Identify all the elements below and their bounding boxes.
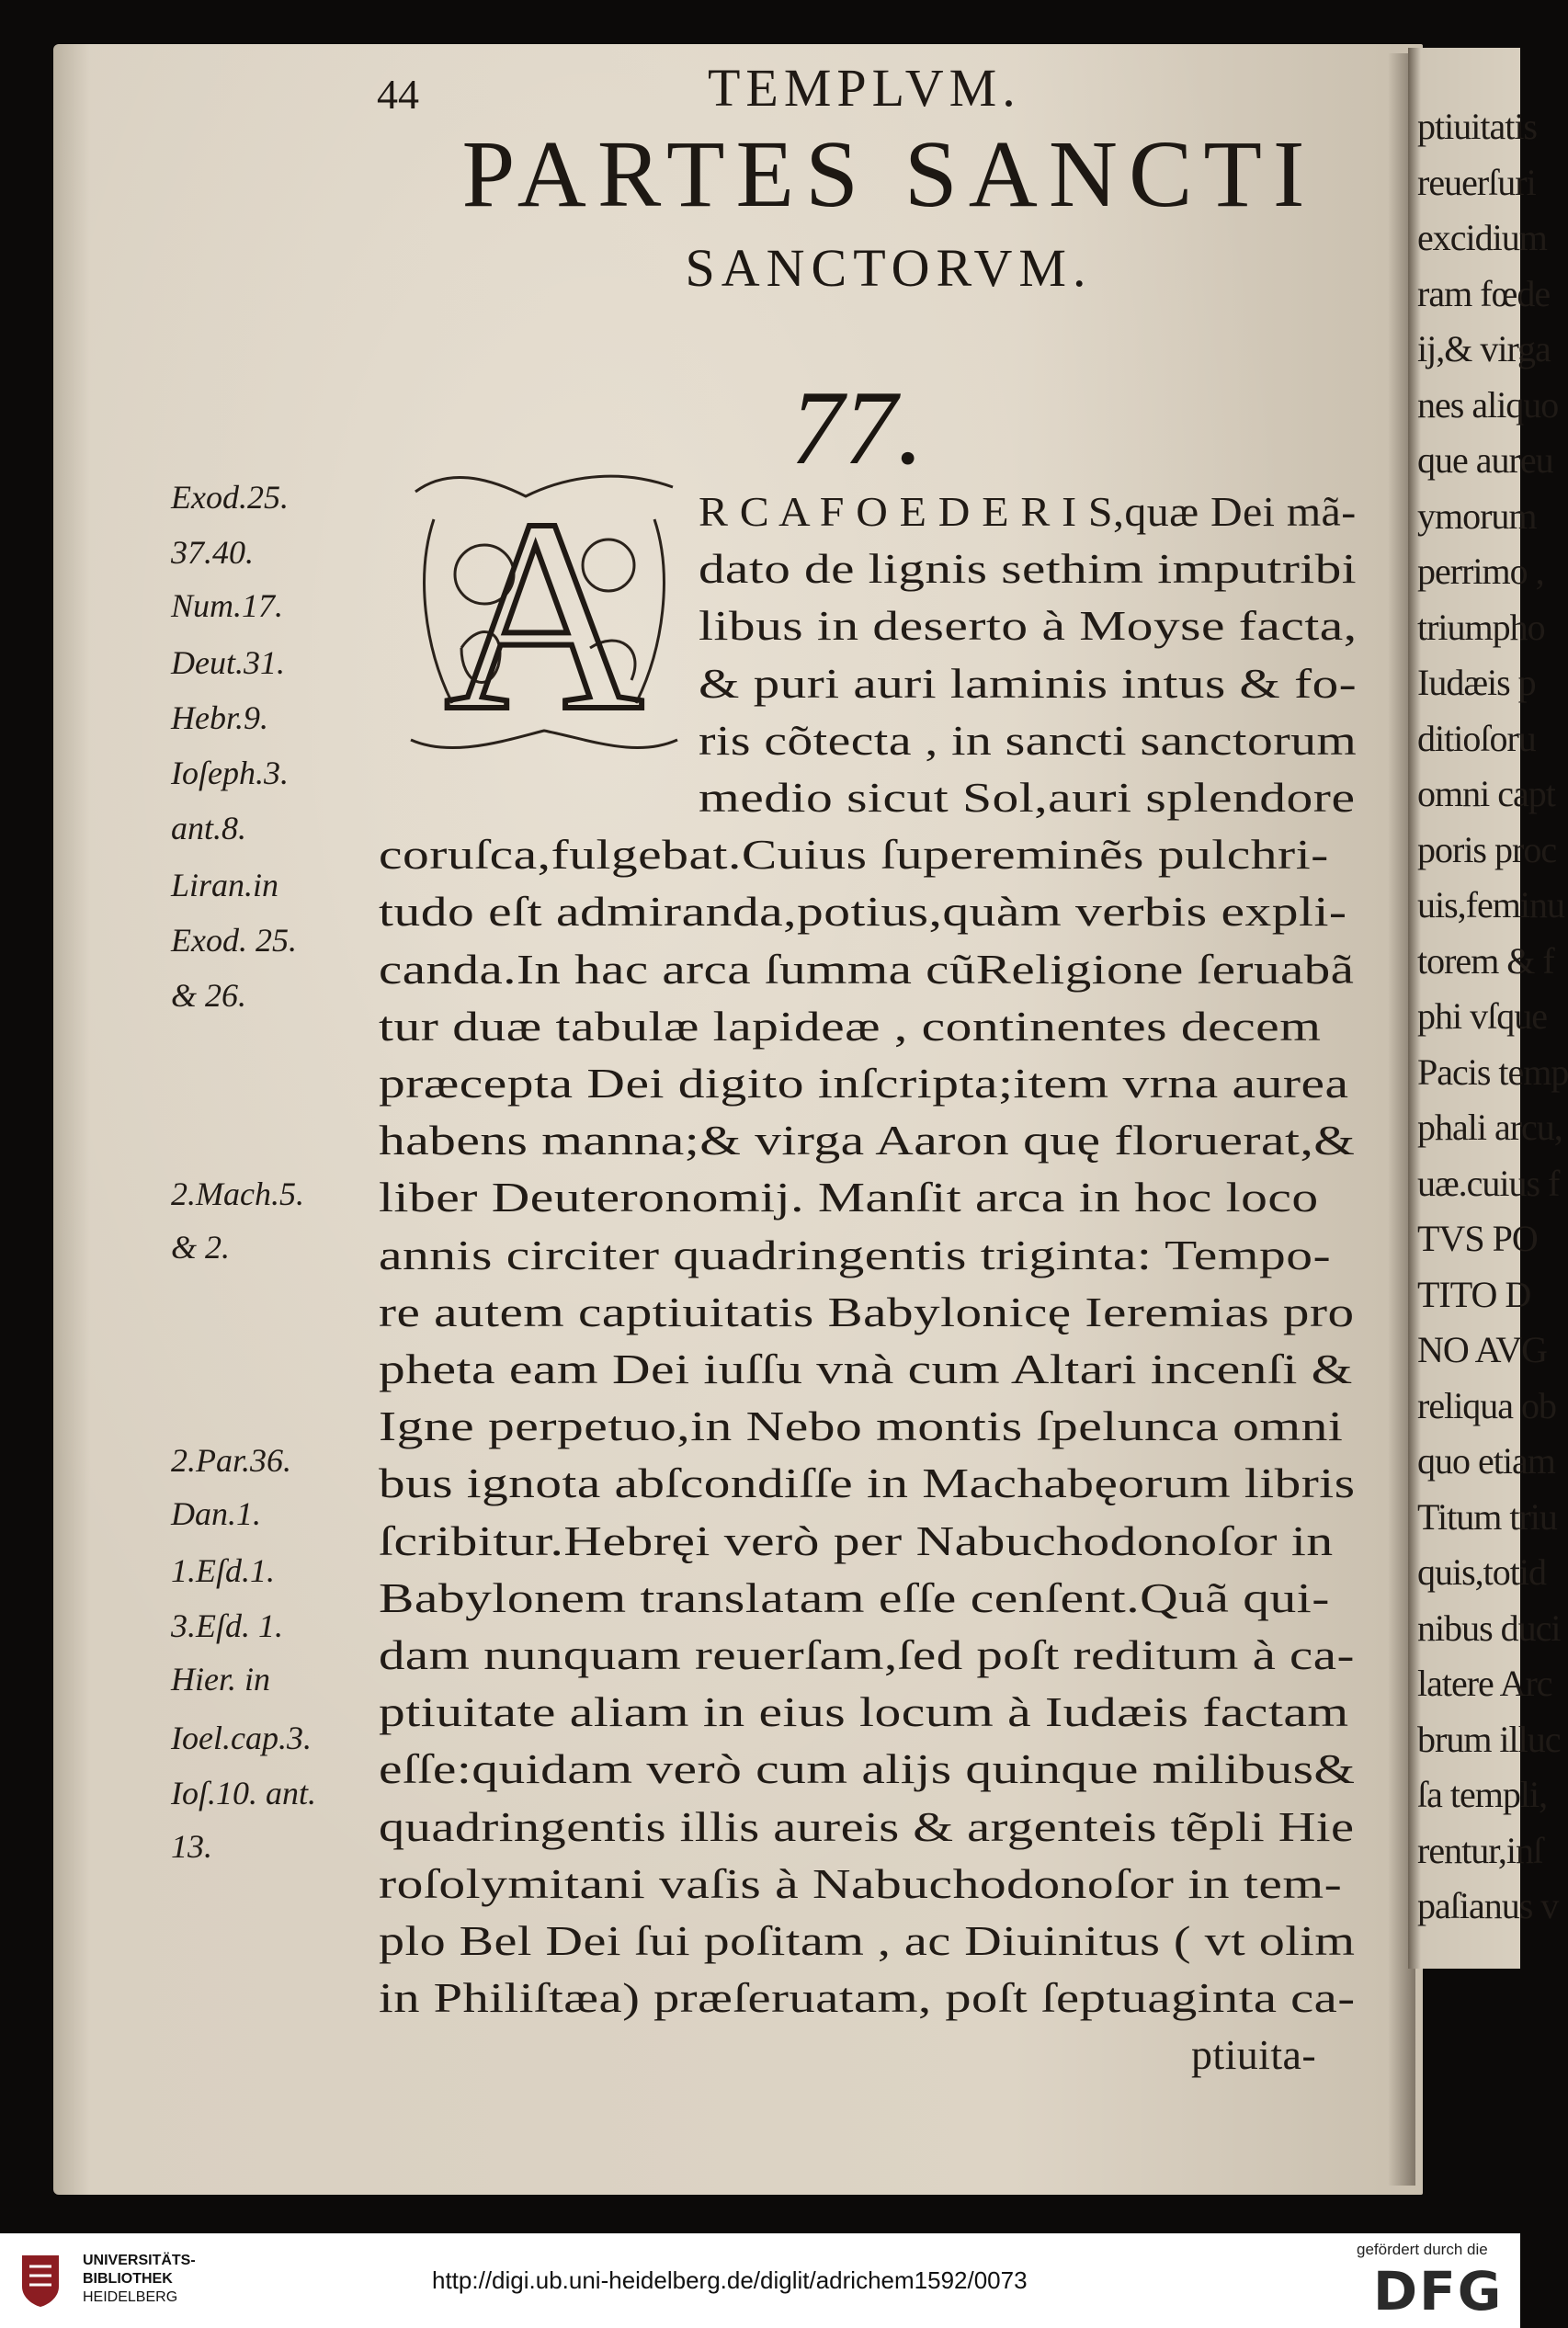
initial-letter: A bbox=[444, 462, 644, 767]
body-line: ris cõtecta , in sancti sanctorum bbox=[699, 716, 1358, 764]
dfg-logo: DFG bbox=[1373, 2260, 1504, 2322]
adjoining-page-line: phi vſque bbox=[1417, 995, 1547, 1037]
body-line: ptiuita- bbox=[1191, 2031, 1317, 2079]
adjoining-page-line: NO AVG bbox=[1417, 1329, 1548, 1370]
margin-note: 13. bbox=[171, 1828, 212, 1865]
margin-note: 2.Mach.5. bbox=[171, 1175, 304, 1212]
body-line: & puri auri laminis intus & fo- bbox=[699, 659, 1358, 707]
adjoining-page-line: paſianus v bbox=[1417, 1885, 1559, 1926]
body-line: Babylonem translatam eſſe cenſent.Quã qui- bbox=[379, 1573, 1330, 1621]
adjoining-page-line: que aureu bbox=[1417, 439, 1553, 481]
adjoining-page-line: Titum triu bbox=[1417, 1495, 1557, 1538]
margin-note: Liran.in bbox=[171, 867, 279, 903]
footer bbox=[0, 2233, 1520, 2328]
margin-note: 3.Eſd. 1. bbox=[171, 1607, 283, 1644]
body-line: ſcribitur.Hebręi verò per Nabuchodonoſor in bbox=[379, 1516, 1334, 1564]
adjoining-page-line: omni capt bbox=[1417, 773, 1555, 814]
adjoining-page-line: phali arcu, bbox=[1417, 1107, 1562, 1148]
body-line: habens manna;& virga Aaron quę floruerat,& bbox=[379, 1117, 1356, 1164]
margin-note: Deut.31. bbox=[171, 644, 285, 681]
body-line: ptiuitate aliam in eius locum à Iudæis factam bbox=[379, 1688, 1349, 1736]
margin-note: Exod. 25. bbox=[171, 922, 297, 959]
page-subtitle: SANCTORVM. bbox=[685, 238, 1093, 298]
margin-note: Ioſeph.3. bbox=[171, 755, 289, 791]
margin-note: Hier. in bbox=[171, 1661, 270, 1698]
adjoining-page-line: rentur,inſ bbox=[1417, 1829, 1543, 1871]
body-line: tur duæ tabulæ lapideæ , continentes decem bbox=[379, 1002, 1322, 1050]
body-line: bus ignota abſcondiſſe in Machabęorum libris bbox=[379, 1459, 1356, 1507]
margin-note: 1.Eſd.1. bbox=[171, 1552, 275, 1589]
margin-note: Ioel.cap.3. bbox=[171, 1720, 312, 1756]
body-line: annis circiter quadringentis triginta: Tempo- bbox=[379, 1231, 1332, 1278]
body-line: in Philiſtæa) præſeruatam, poſt ſeptuaginta ca- bbox=[379, 1974, 1356, 2022]
adjoining-page-line: reuerſuri bbox=[1417, 161, 1536, 203]
body-line: medio sicut Sol,auri splendore bbox=[699, 774, 1356, 821]
body-line: R C A F O E D E R I S,quæ Dei mã- bbox=[699, 488, 1357, 535]
margin-note: Ioſ.10. ant. bbox=[171, 1775, 316, 1811]
adjoining-page-line: perrimo , bbox=[1417, 551, 1544, 592]
margin-note: & 26. bbox=[171, 977, 247, 1014]
adjoining-page-line: ditioſoru bbox=[1417, 717, 1536, 759]
adjoining-page-line: ij,& virga bbox=[1417, 328, 1551, 369]
adjoining-page-line: ymorum bbox=[1417, 494, 1537, 537]
body-line: dam nunquam reuerſam,ſed poſt reditum à ca- bbox=[379, 1631, 1355, 1678]
adjoining-page-line: poris proc bbox=[1417, 828, 1557, 870]
adjoining-page-line: TITO D bbox=[1417, 1273, 1531, 1315]
section-number: 77. bbox=[790, 369, 924, 487]
adjoining-page-line: uis,feminu bbox=[1417, 884, 1564, 926]
margin-note: ant.8. bbox=[171, 810, 247, 846]
library-name: UNIVERSITÄTS- BIBLIOTHEK HEIDELBERG bbox=[83, 2253, 196, 2305]
adjoining-page-line: ram fœde bbox=[1417, 272, 1551, 314]
body-line: roſolymitani vaſis à Nabuchodonoſor in tem- bbox=[379, 1859, 1343, 1907]
adjoining-page-line: quo etiam bbox=[1417, 1440, 1555, 1482]
margin-note: & 2. bbox=[171, 1229, 231, 1266]
margin-note: Exod.25. bbox=[171, 479, 289, 516]
adjoining-page-line: triumpho bbox=[1417, 606, 1545, 648]
margin-note: Num.17. bbox=[171, 587, 284, 624]
adjoining-page-line: TVS PO bbox=[1417, 1218, 1538, 1259]
adjoining-page-line: torem & f bbox=[1417, 939, 1554, 982]
body-line: quadringentis illis aureis & argenteis tẽpli Hie bbox=[379, 1802, 1355, 1850]
page-title: PARTES SANCTI bbox=[461, 121, 1316, 227]
funding-label: gefördert durch die bbox=[1357, 2241, 1488, 2258]
adjoining-page-line: quis,totid bbox=[1417, 1551, 1547, 1593]
decorated-initial-a bbox=[397, 464, 691, 767]
running-head: TEMPLVM. bbox=[708, 58, 1021, 118]
margin-note: Dan.1. bbox=[171, 1495, 261, 1532]
adjoining-page-line: brum illuc bbox=[1417, 1718, 1561, 1760]
body-line: Igne perpetuo,in Nebo montis ſpelunca omni bbox=[379, 1402, 1344, 1450]
body-line: tudo eſt admiranda,potius,quàm verbis expli- bbox=[379, 888, 1347, 936]
adjoining-page-line: Iudæis p bbox=[1417, 662, 1536, 703]
body-line: liber Deuteronomij. Manſit arca in hoc loco bbox=[379, 1174, 1319, 1221]
body-line: re autem captiuitatis Babylonicę Ieremias pro bbox=[379, 1288, 1355, 1335]
body-line: plo Bel Dei ſui poſitam , ac Diuinitus ( vt olim bbox=[379, 1917, 1356, 1964]
adjoining-page bbox=[1408, 48, 1568, 1969]
body-line: coruſca,fulgebat.Cuius ſupereminẽs pulchri- bbox=[379, 831, 1329, 879]
adjoining-page-line: nibus duci bbox=[1417, 1607, 1561, 1649]
adjoining-page-line: ptiuitatis bbox=[1417, 106, 1537, 147]
adjoining-page-line: uæ.cuius f bbox=[1417, 1162, 1560, 1204]
body-line: pheta eam Dei iuſſu vnà cum Altari incenſi & bbox=[379, 1346, 1353, 1392]
body-line: præcepta Dei digito inſcripta;item vrna aurea bbox=[379, 1060, 1349, 1107]
body-line: dato de lignis sethim imputribi bbox=[699, 545, 1358, 593]
adjoining-page-line: ſa templi, bbox=[1417, 1774, 1548, 1815]
body-line: canda.In hac arca ſumma cũReligione ſeruabã bbox=[379, 945, 1355, 993]
adjoining-page-line: latere Arc bbox=[1417, 1663, 1552, 1704]
body-line: eſſe:quidam verò cum alijs quinque milibus& bbox=[379, 1745, 1356, 1793]
margin-note: 2.Par.36. bbox=[171, 1442, 292, 1479]
margin-note: Hebr.9. bbox=[171, 699, 268, 736]
body-line: libus in deserto à Moyse facta, bbox=[699, 602, 1358, 650]
adjoining-page-line: reliqua ob bbox=[1417, 1384, 1557, 1426]
permalink-url[interactable]: http://digi.ub.uni-heidelberg.de/diglit/adrichem1592/0073 bbox=[432, 2266, 1028, 2294]
library-seal-icon bbox=[17, 2250, 64, 2309]
adjoining-page-line: Pacis temp bbox=[1417, 1050, 1568, 1093]
adjoining-page-line: excidium bbox=[1417, 217, 1547, 258]
adjoining-page-line: nes aliquo bbox=[1417, 383, 1559, 426]
page-number: 44 bbox=[377, 71, 419, 118]
margin-note: 37.40. bbox=[171, 534, 254, 571]
